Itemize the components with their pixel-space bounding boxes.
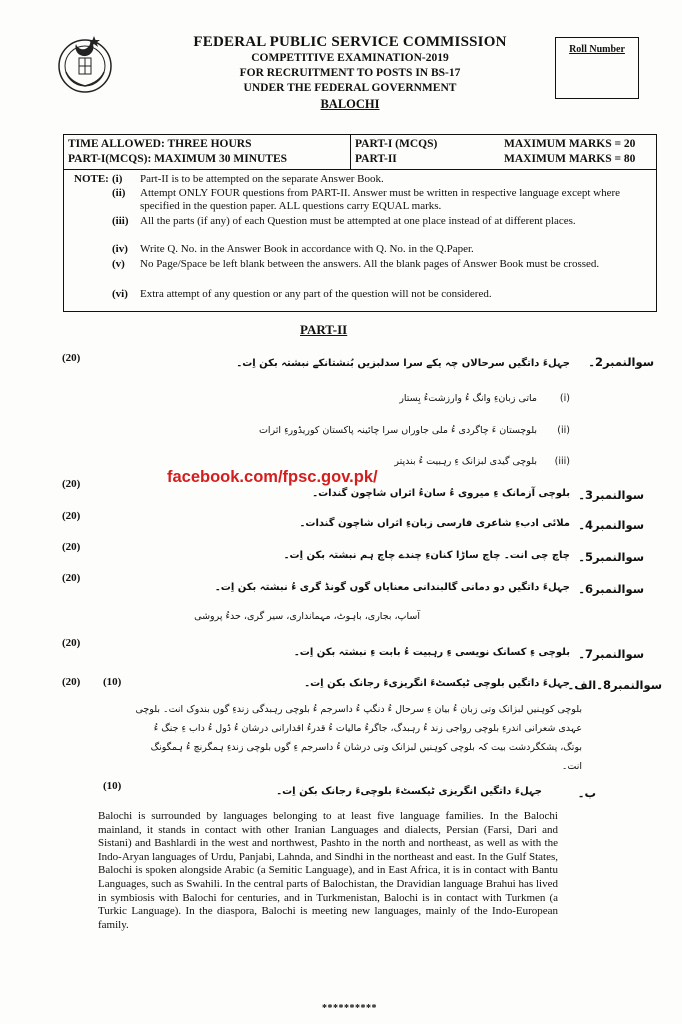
table-divider: [350, 135, 351, 169]
q8b-marks: (10): [103, 780, 122, 792]
part1-label: PART-I (MCQS): [355, 138, 438, 150]
recruitment-line: FOR RECRUITMENT TO POSTS IN BS-17: [239, 67, 461, 79]
exam-title: COMPETITIVE EXAMINATION-2019: [251, 52, 449, 64]
note-num: (vi): [112, 288, 128, 300]
note-num: (ii): [112, 187, 126, 199]
subject-title: BALOCHI: [320, 97, 380, 111]
q2-marks: (20): [62, 352, 81, 364]
q7-marks: (20): [62, 637, 81, 649]
q8-label: سوالنمبر8۔الف۔: [567, 678, 662, 692]
q8b-text: جہلءَ داتگیں انگریزی ٹیکسٹءَ بلوچیءَ رجانک بکن اِت۔: [276, 786, 542, 797]
q8a-balochi-passage: بلوچی کوہنیں لبزانک وتی زبان ءُ بیان ءِ سرحال ءُ دنگپ ءُ داسرجم ءُ بلوچی رہبدگی زندءِ گوں بندوک انت۔ بلوچی عہدی شعرانی اندرءِ بلوچی رواجی زند ءُ رہبدگ، جاگرءُ مالیات ءُ قدرءُ اقدارانی درشان ءُ ڈول ءُ داب ءِ جنگ ءُ بوتگ، پشکگردشت بیت کہ بلوچی کوہنیں لبزانک وتی درشان ءُ داسرجم ءِ گوں بلوچی زندءِ ہمگرنچ ءُ ہمگونگ انت۔: [135, 704, 582, 772]
q7-label: سوالنمبر7۔: [578, 647, 644, 661]
q6-label: سوالنمبر6۔: [578, 582, 644, 596]
q5-marks: (20): [62, 541, 81, 553]
q6-sub-text: آساپ، بجاری، باہوٹ، مہمانداری، سیر گری، حدءُ پروشی: [194, 611, 420, 622]
roll-number-box[interactable]: [555, 37, 639, 99]
note-text: Write Q. No. in the Answer Book in accordance with Q. No. in the Q.Paper.: [140, 243, 474, 255]
part1-time: PART-I(MCQS): MAXIMUM 30 MINUTES: [68, 153, 288, 165]
q2-sub-text: ماتی زبانءِ وانگ ءُ وارزشتءُ بِستار: [399, 393, 537, 404]
fpsc-emblem-icon: [52, 30, 118, 96]
commission-title: FEDERAL PUBLIC SERVICE COMMISSION: [193, 34, 507, 50]
note-num: (i): [112, 173, 123, 185]
note-num: (v): [112, 258, 125, 270]
q2-sub-num: (ii): [557, 425, 570, 436]
facebook-watermark: facebook.com/fpsc.gov.pk/: [167, 468, 378, 486]
note-text: Part-II is to be attempted on the separate Answer Book.: [140, 173, 384, 185]
part2-marks: MAXIMUM MARKS = 80: [504, 153, 636, 165]
note-num: (iii): [112, 215, 129, 227]
time-allowed: TIME ALLOWED: THREE HOURS: [68, 138, 252, 150]
note-text: All the parts (if any) of each Question must be attempted at one place instead of at different places.: [140, 215, 576, 227]
part-title: PART-II: [300, 322, 348, 337]
q8-marks: (20): [62, 676, 81, 688]
q6-text: جہلءَ داتگیں دو دمانی گالبندانی معنایاں گوں گونڈ گری ءُ نبشتہ بکن اِت۔: [214, 582, 570, 593]
q4-label: سوالنمبر4۔: [578, 518, 644, 532]
q3-marks: (20): [62, 478, 81, 490]
q2-label: سوالنمبر2۔: [588, 355, 654, 369]
q8b-label: ب۔: [577, 786, 596, 800]
end-marker: **********: [322, 1003, 377, 1014]
q3-text: بلوچی آزمانک ءِ میروی ءُ سانءُ اثراں شاچون گندات۔: [312, 488, 570, 499]
q2-sub-num: (i): [559, 393, 570, 404]
note-label: NOTE:: [74, 173, 109, 185]
part1-marks: MAXIMUM MARKS = 20: [504, 138, 636, 150]
part2-label: PART-II: [355, 153, 397, 165]
q8b-english-passage: Balochi is surrounded by languages belonging to at least five language families. In the Balochi mainland, it stands in contact with other Iranian Languages and dialects, Persian (Farsi, Dari and Sistani) and Bashlardi in the west and northwest, Pashto in the north and northeast, as well as with the Indo-Aryan languages of Urdu, Panjabi, Lahnda, and Sindhi in the northeast and east. In the Gulf States, Balochi is spoken alongside Arabic (a Semitic Language), and in East Africa, it is in contact with Bantu Languages, such as Swahili. In the central parts of Balochistan, the Dravidian language Brahui has lived in symbiosis with Balochi for centuries, and in Turkmenistan, Balochi is in contact with Turkmen (a Turkic Language). In the diaspora, Balochi is meeting new languages, mainly of the Indo-European family.: [98, 810, 558, 931]
q7-text: بلوچی ءِ کسانک نویسی ءِ رہبیت ءُ بابت ءِ نبشتہ بکن اِت۔: [293, 647, 570, 658]
q4-text: ملائی ادبءِ شاعری فارسی زبانءِ اثراں شاچون گندات۔: [299, 518, 570, 529]
q2-sub-text: بلوچی گیدی لبزانک ءِ رہبیت ءُ بندپتر: [394, 456, 537, 467]
roll-number-label: Roll Number: [569, 44, 625, 55]
time-marks-table: [63, 134, 657, 170]
q2-sub-text: بلوچستان ءَ چاگردی ءُ ملی جاوراں سرا چائینہ پاکستان کوریڈورءِ اثرات: [258, 425, 537, 436]
note-text: Attempt ONLY FOUR questions from PART-II. Answer must be written in respective language except where specified in the question paper. ALL questions carry EQUAL marks.: [140, 187, 621, 212]
q8a-text: جہلءَ داتگیں بلوچی ٹیکسٹءَ انگریزیءَ رجانک بکن اِت۔: [304, 678, 570, 689]
q2-text: جہلءَ داتگیں سرحالاں چہ یکے سرا سدلبزیں بُنشتانکے نبشتہ بکن اِت۔: [236, 358, 570, 369]
q5-label: سوالنمبر5۔: [578, 550, 644, 564]
q6-marks: (20): [62, 572, 81, 584]
note-text: No Page/Space be left blank between the answers. All the blank pages of Answer Book must be crossed.: [140, 258, 600, 270]
q3-label: سوالنمبر3۔: [578, 488, 644, 502]
q4-marks: (20): [62, 510, 81, 522]
government-line: UNDER THE FEDERAL GOVERNMENT: [243, 82, 457, 94]
q5-text: چاچ چی انت۔ چاچ ساڑا کنانءِ چندے چاچ ہم نبشتہ بکن اِت۔: [283, 550, 570, 561]
notes-box: [63, 170, 657, 312]
note-text: Extra attempt of any question or any part of the question will not be considered.: [140, 288, 492, 300]
note-num: (iv): [112, 243, 128, 255]
q8a-marks: (10): [103, 676, 122, 688]
q2-sub-num: (iii): [554, 456, 570, 467]
